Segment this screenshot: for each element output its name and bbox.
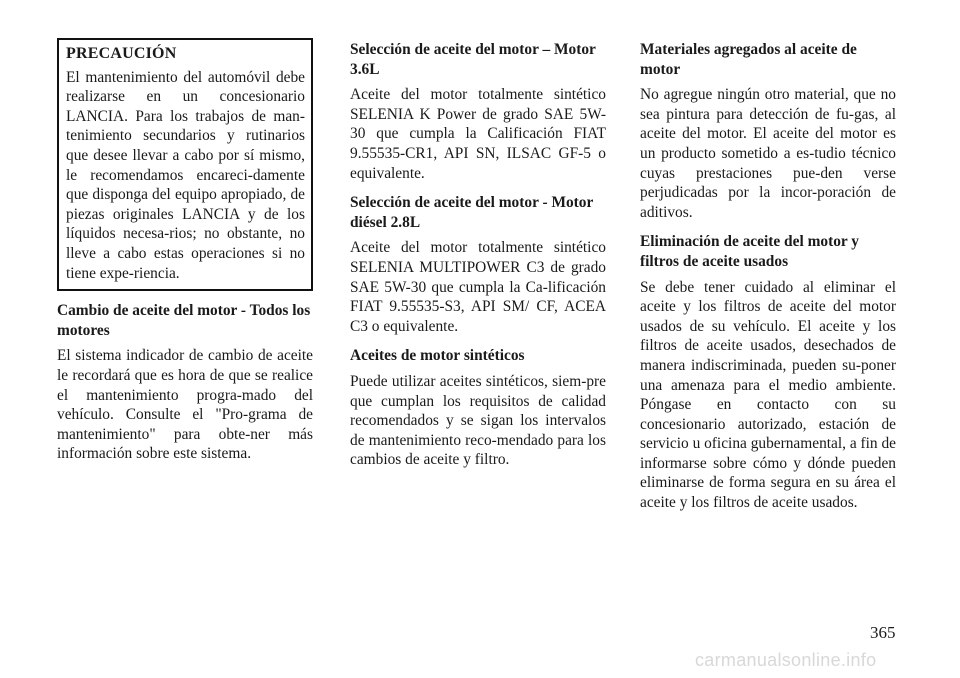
oil-change-heading: Cambio de aceite del motor - Todos los motores (57, 302, 311, 339)
caution-box (57, 38, 313, 291)
disposal-heading: Eliminación de aceite del motor y filtros de aceite usados (640, 233, 860, 270)
column-left (57, 38, 313, 474)
watermark-text: carmanualsonline.info (695, 650, 877, 670)
oil-change-text: El sistema indicador de cambio de aceite le recordará que es hora de que se realice el mantenimiento progra-mado del vehículo. Consulte el "Pro-grama de mantenimiento" para obte-ner más información sobre este sistema. (57, 347, 313, 463)
caution-text: El mantenimiento del automóvil debe realizarse en un concesionario LANCIA. Para los trabajos de man-tenimiento secundarios y rutinarios que desee llevar a cabo por sí mismo, le recomendamos encareci-damente que disponga del equipo apropiado, de piezas originales LANCIA y de los líquidos necesa-rios; no obstante, no lleve a cabo estas operaciones si no tiene expe-riencia. (66, 68, 305, 282)
synthetic-heading: Aceites de motor sintéticos (350, 347, 525, 365)
oil-28-heading: Selección de aceite del motor - Motor diésel 2.8L (350, 194, 594, 231)
column-middle (350, 40, 606, 480)
page-number: 365 (870, 623, 896, 642)
additives-heading: Materiales agregados al aceite de motor (640, 41, 857, 78)
oil-36-text: Aceite del motor totalmente sintético SELENIA K Power de grado SAE 5W-30 que cumpla la Calificación FIAT 9.55535-CR1, API SN, ILSAC GF-5 o equivalente. (350, 86, 606, 182)
additives-text: No agregue ningún otro material, que no sea pintura para detección de fu-gas, al aceite del motor. El aceite del motor es un producto sometido a es-tudio técnico cuyas prestaciones pue-den verse perjudicadas por la incor-poración de aditivos. (640, 86, 896, 221)
column-right (640, 40, 896, 523)
caution-title: PRECAUCIÓN (66, 45, 177, 62)
oil-36-heading: Selección de aceite del motor – Motor 3.6L (350, 41, 596, 78)
oil-28-text: Aceite del motor totalmente sintético SELENIA MULTIPOWER C3 de grado SAE 5W-30 que cumpla la Ca-lificación FIAT 9.55535-S3, API SM/ CF, ACEA C3 o equivalente. (350, 239, 606, 335)
disposal-text: Se debe tener cuidado al eliminar el aceite y los filtros de aceite del motor usados de su vehículo. El aceite y los filtros de aceite usados, desechados de manera indiscriminada, pueden su-poner una amenaza para el medio ambiente. Póngase en contacto con su concesionario autorizado, estación de servicio u oficina gubernamental, a fin de informarse sobre cómo y dónde pueden eliminarse de forma segura en su área el aceite y los filtros de aceite usados. (640, 278, 896, 512)
synthetic-text: Puede utilizar aceites sintéticos, siem-pre que cumplan los requisitos de calidad recomendados y se sigan los intervalos de mantenimiento reco-mendado para los cambios de aceite y filtro. (350, 372, 606, 469)
